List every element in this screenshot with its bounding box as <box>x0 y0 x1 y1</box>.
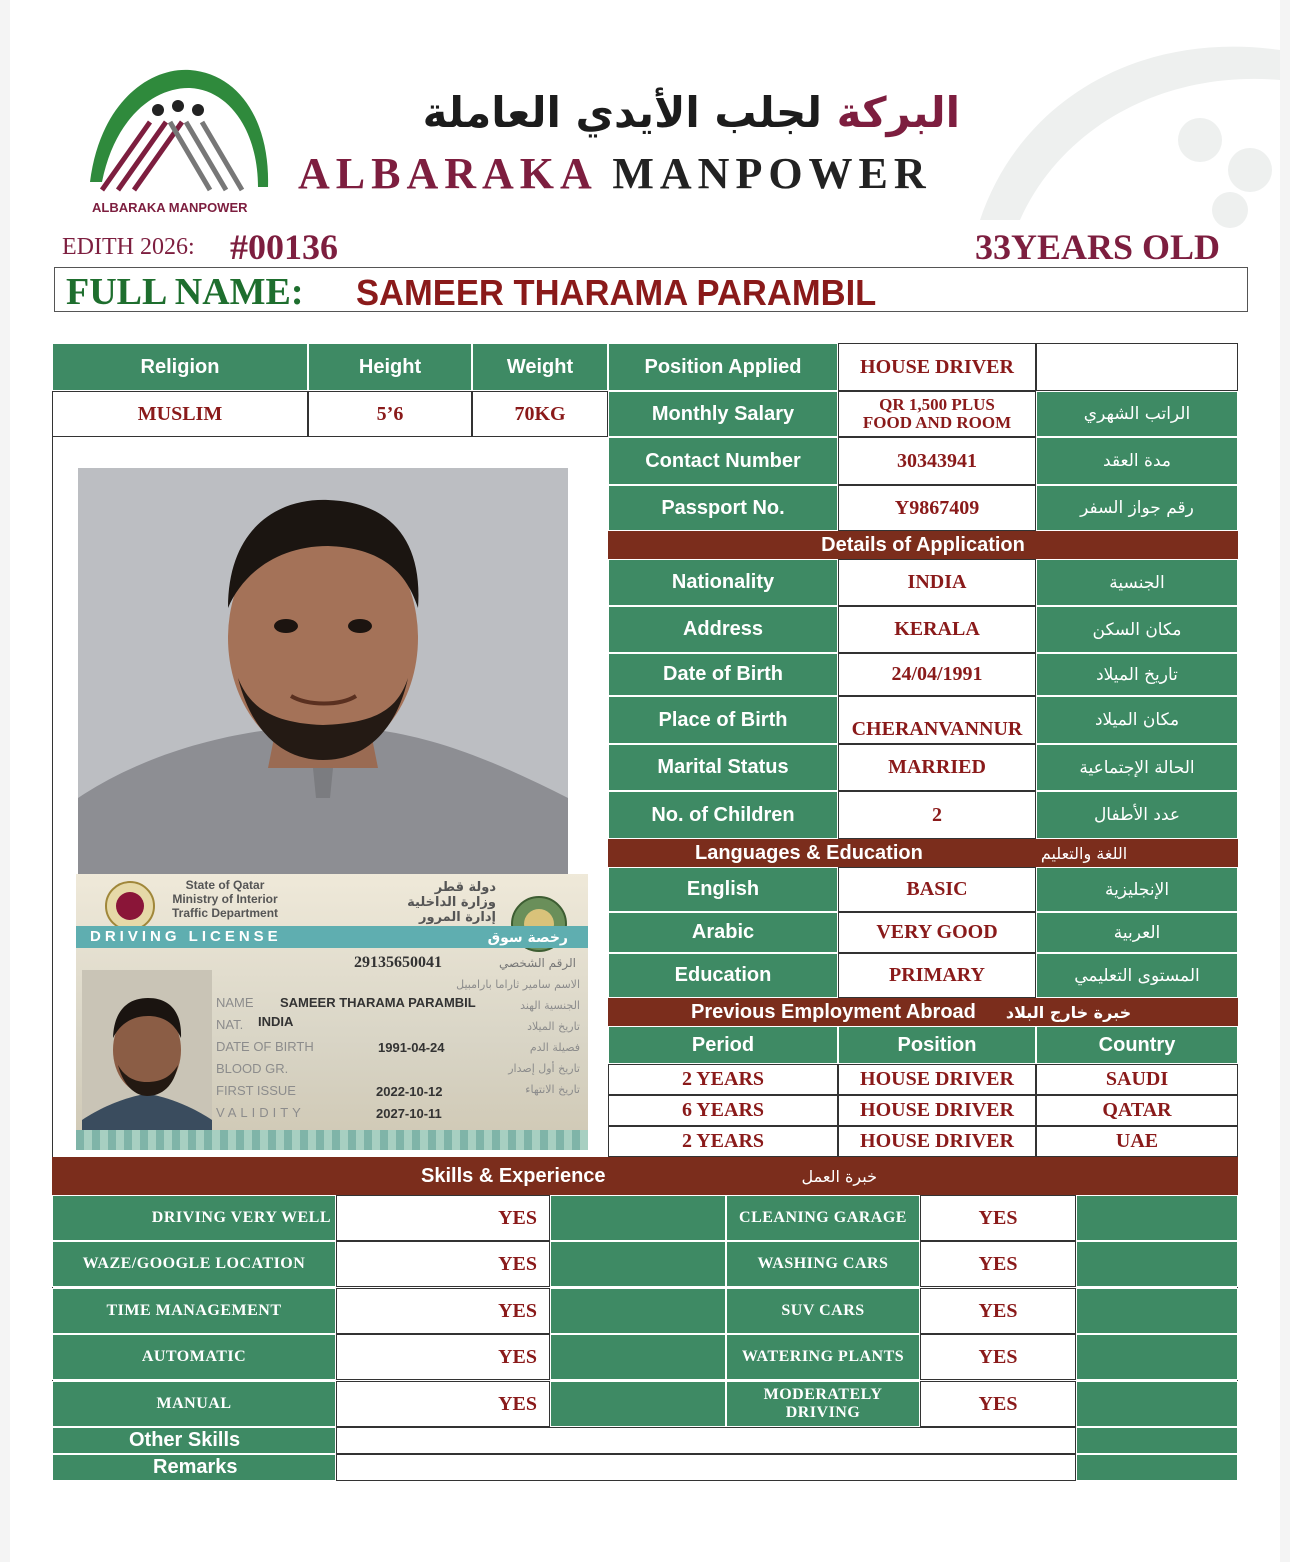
employment-band-arabic: خبرة خارج البلاد <box>1005 1002 1132 1022</box>
salary-line-2: FOOD AND ROOM <box>862 413 1012 432</box>
logo-arabic-part2: لجلب الأيدي العاملة <box>422 88 823 137</box>
license-issuer-en: State of Qatar Ministry of Interior Traffic Department <box>172 878 279 920</box>
other-skills-blank <box>1076 1427 1238 1454</box>
skill-left-value-3: YES <box>336 1334 550 1380</box>
position-label-0: Position Applied <box>608 343 838 391</box>
position-label-1: Monthly Salary <box>608 391 838 437</box>
remarks-blank <box>1076 1454 1238 1481</box>
employment-period-0: 2 YEARS <box>608 1064 838 1095</box>
languages-band-arabic: اللغة والتعليم <box>1040 843 1128 863</box>
license-title-ar: رخصة سوق <box>487 930 568 946</box>
other-skills-label: Other Skills <box>52 1427 336 1454</box>
details-arabic-1: مكان السكن <box>1036 606 1238 653</box>
license-validity-value: 2027-10-11 <box>376 1106 442 1121</box>
skill-left-value-4: YES <box>336 1381 550 1427</box>
license-number-ar: الرقم الشخصي <box>499 956 576 970</box>
position-arabic-3: رقم جواز السفر <box>1036 485 1238 531</box>
basic-value-0: MUSLIM <box>52 391 308 437</box>
edition-label: EDITH 2026: <box>62 234 195 260</box>
employment-country-2: UAE <box>1036 1126 1238 1157</box>
skill-left-blank-3 <box>550 1334 726 1380</box>
skill-left-label-0: DRIVING VERY WELL <box>52 1195 336 1241</box>
skill-left-label-3: AUTOMATIC <box>52 1334 336 1380</box>
employment-band <box>608 998 1238 1026</box>
details-value-3: CHERANVANNUR <box>838 696 1036 744</box>
employment-header-1: Position <box>838 1026 1036 1064</box>
skill-left-blank-4 <box>550 1381 726 1427</box>
license-title: DRIVING LICENSE <box>90 928 282 945</box>
details-value-0: INDIA <box>838 559 1036 606</box>
employment-header-0: Period <box>608 1026 838 1064</box>
skill-right-value-0: YES <box>920 1195 1076 1241</box>
details-label-2: Date of Birth <box>608 653 838 696</box>
details-arabic-5: عدد الأطفال <box>1036 791 1238 839</box>
position-label-2: Contact Number <box>608 437 838 485</box>
watermark-graphic <box>960 20 1280 230</box>
employment-period-1: 6 YEARS <box>608 1095 838 1126</box>
full-name-value: SAMEER THARAMA PARAMBIL <box>356 272 877 313</box>
details-arabic-0: الجنسية <box>1036 559 1238 606</box>
skill-left-value-0: YES <box>336 1195 550 1241</box>
skill-right-value-2: YES <box>920 1288 1076 1334</box>
employment-position-1: HOUSE DRIVER <box>838 1095 1036 1126</box>
skill-right-label-2: SUV CARS <box>726 1288 920 1334</box>
basic-header-2: Weight <box>472 343 608 391</box>
skill-right-blank-2 <box>1076 1288 1238 1334</box>
basic-header-0: Religion <box>52 343 308 391</box>
albaraka-logo-icon <box>80 62 280 202</box>
details-label-5: No. of Children <box>608 791 838 839</box>
license-bottom-pattern <box>76 1130 588 1150</box>
license-issuer-ar: دولة قطر وزارة الداخلية إدارة المرور <box>407 880 496 925</box>
full-name-label: FULL NAME: <box>66 271 304 313</box>
details-label-4: Marital Status <box>608 744 838 791</box>
language-value-0: BASIC <box>838 867 1036 912</box>
employment-header-2: Country <box>1036 1026 1238 1064</box>
languages-band-label: Languages & Education <box>695 841 923 864</box>
skill-right-blank-3 <box>1076 1334 1238 1380</box>
skill-left-value-1: YES <box>336 1241 550 1287</box>
skill-left-label-2: TIME MANAGEMENT <box>52 1288 336 1334</box>
employment-country-1: QATAR <box>1036 1095 1238 1126</box>
employment-position-0: HOUSE DRIVER <box>838 1064 1036 1095</box>
reference-number: #00136 <box>230 227 338 267</box>
language-value-1: VERY GOOD <box>838 912 1036 953</box>
skill-right-label-1: WASHING CARS <box>726 1241 920 1287</box>
details-arabic-2: تاريخ الميلاد <box>1036 653 1238 696</box>
license-nat-value: INDIA <box>258 1014 294 1029</box>
candidate-photo <box>78 468 568 878</box>
language-label-0: English <box>608 867 838 912</box>
license-first-issue-value: 2022-10-12 <box>376 1084 443 1099</box>
remarks-label: Remarks <box>52 1454 336 1481</box>
position-arabic-1: الراتب الشهري <box>1036 391 1238 437</box>
details-label-0: Nationality <box>608 559 838 606</box>
license-name-value: SAMEER THARAMA PARAMBIL <box>280 995 476 1010</box>
skill-right-value-3: YES <box>920 1334 1076 1380</box>
details-value-2: 24/04/1991 <box>838 653 1036 696</box>
skill-right-value-4: YES <box>920 1381 1076 1427</box>
position-value-2: 30343941 <box>838 437 1036 485</box>
position-extra-cell <box>1036 343 1238 391</box>
employment-position-2: HOUSE DRIVER <box>838 1126 1036 1157</box>
employment-period-2: 2 YEARS <box>608 1126 838 1157</box>
logo-arabic-text <box>300 88 960 137</box>
skill-right-label-0: CLEANING GARAGE <box>726 1195 920 1241</box>
license-portrait-icon <box>82 970 212 1150</box>
license-dob-value: 1991-04-24 <box>378 1040 445 1055</box>
language-value-2: PRIMARY <box>838 953 1036 998</box>
logo-english-text <box>298 148 932 199</box>
skill-right-label-3: WATERING PLANTS <box>726 1334 920 1380</box>
logo-caption: ALBARAKA MANPOWER <box>92 200 248 215</box>
language-label-1: Arabic <box>608 912 838 953</box>
details-value-5: 2 <box>838 791 1036 839</box>
basic-header-1: Height <box>308 343 472 391</box>
details-band: Details of Application <box>608 531 1238 559</box>
skill-left-blank-2 <box>550 1288 726 1334</box>
logo-english-part2: MANPOWER <box>612 149 932 198</box>
position-arabic-2: مدة العقد <box>1036 437 1238 485</box>
skills-band <box>52 1157 1238 1195</box>
driving-license-image <box>76 874 588 1150</box>
skill-right-blank-4 <box>1076 1381 1238 1427</box>
skill-left-label-1: WAZE/GOOGLE LOCATION <box>52 1241 336 1287</box>
license-number: 29135650041 <box>354 954 442 971</box>
skill-right-label-4: MODERATELY DRIVING <box>726 1381 920 1427</box>
details-arabic-3: مكان الميلاد <box>1036 696 1238 744</box>
salary-line-1: QR 1,500 PLUS <box>879 395 995 414</box>
logo-arabic-part1: البركة <box>836 88 960 137</box>
license-field-labels-ar: الاسم سامير ثاراما بارامبيل الجنسية الهند تاريخ الميلاد فصيلة الدم تاريخ أول إصدار تاريخ الانتهاء <box>456 978 580 1096</box>
position-label-3: Passport No. <box>608 485 838 531</box>
person-portrait-icon <box>78 468 568 878</box>
skill-left-blank-0 <box>550 1195 726 1241</box>
basic-value-2: 70KG <box>472 391 608 437</box>
language-arabic-2: المستوى التعليمي <box>1036 953 1238 998</box>
skill-left-blank-1 <box>550 1241 726 1287</box>
skill-right-value-1: YES <box>920 1241 1076 1287</box>
skill-left-label-4: MANUAL <box>52 1381 336 1427</box>
cv-page <box>10 0 1280 1562</box>
skill-right-blank-0 <box>1076 1195 1238 1241</box>
logo-english-part1: ALBARAKA <box>298 149 596 198</box>
details-label-3: Place of Birth <box>608 696 838 744</box>
language-arabic-0: الإنجليزية <box>1036 867 1238 912</box>
basic-value-1: 5’6 <box>308 391 472 437</box>
skill-right-blank-1 <box>1076 1241 1238 1287</box>
qatar-emblem-icon <box>104 880 156 932</box>
details-arabic-4: الحالة الإجتماعية <box>1036 744 1238 791</box>
age-label: 33YEARS OLD <box>974 227 1220 267</box>
other-skills-value <box>336 1427 1076 1454</box>
position-value-0: HOUSE DRIVER <box>838 343 1036 391</box>
position-value-3: Y9867409 <box>838 485 1036 531</box>
remarks-value <box>336 1454 1076 1481</box>
details-value-4: MARRIED <box>838 744 1036 791</box>
details-label-1: Address <box>608 606 838 653</box>
position-value-1 <box>838 391 1036 437</box>
language-arabic-1: العربية <box>1036 912 1238 953</box>
employment-band-label: Previous Employment Abroad <box>691 1000 976 1023</box>
language-label-2: Education <box>608 953 838 998</box>
skills-band-label: Skills & Experience <box>421 1164 606 1187</box>
employment-country-0: SAUDI <box>1036 1064 1238 1095</box>
skills-band-arabic: خبرة العمل <box>801 1166 877 1186</box>
languages-band <box>608 839 1238 867</box>
license-field-labels: NAME NAT. DATE OF BIRTH BLOOD GR. FIRST ISSUE VALIDITY <box>216 995 314 1120</box>
details-value-1: KERALA <box>838 606 1036 653</box>
skill-left-value-2: YES <box>336 1288 550 1334</box>
